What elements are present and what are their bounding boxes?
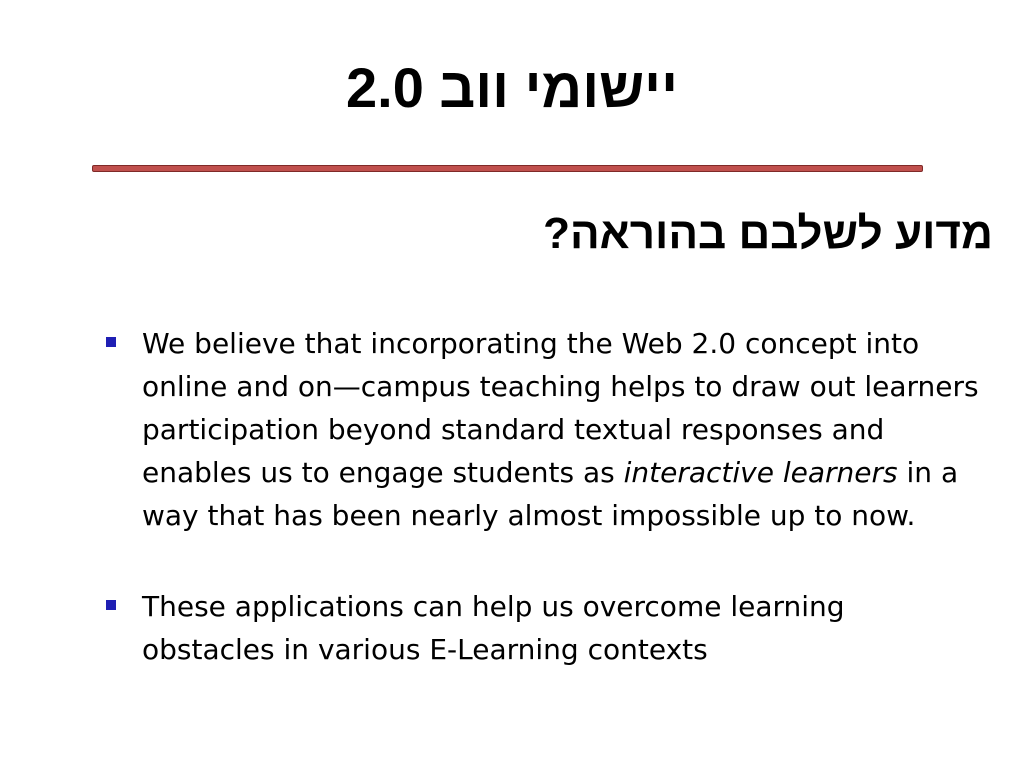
bullet-text (142, 327, 979, 532)
bullet-emphasis: interactive learners (623, 456, 898, 489)
slide-title: יישומי ווב 2.0 (346, 56, 678, 119)
bullet-text-after: in a way that has been nearly almost impossible up to now. (142, 456, 959, 532)
bullet-text-before: We believe that incorporating the Web 2.0 concept into online and on—campus teaching helps to draw out learners participation beyond standard textual responses and enables us to engage students as (142, 327, 979, 489)
title-divider (92, 165, 923, 172)
bullet-list (104, 322, 984, 671)
bullet-text (142, 590, 845, 666)
bullet-text-before: These applications can help us overcome learning obstacles in various E-Learning contexts (142, 590, 845, 666)
square-bullet-icon (106, 337, 116, 347)
square-bullet-icon (106, 600, 116, 610)
bullet-item (104, 322, 984, 537)
slide-subtitle: מדוע לשלבם בהוראה? (543, 209, 993, 258)
bullet-item (104, 585, 984, 671)
